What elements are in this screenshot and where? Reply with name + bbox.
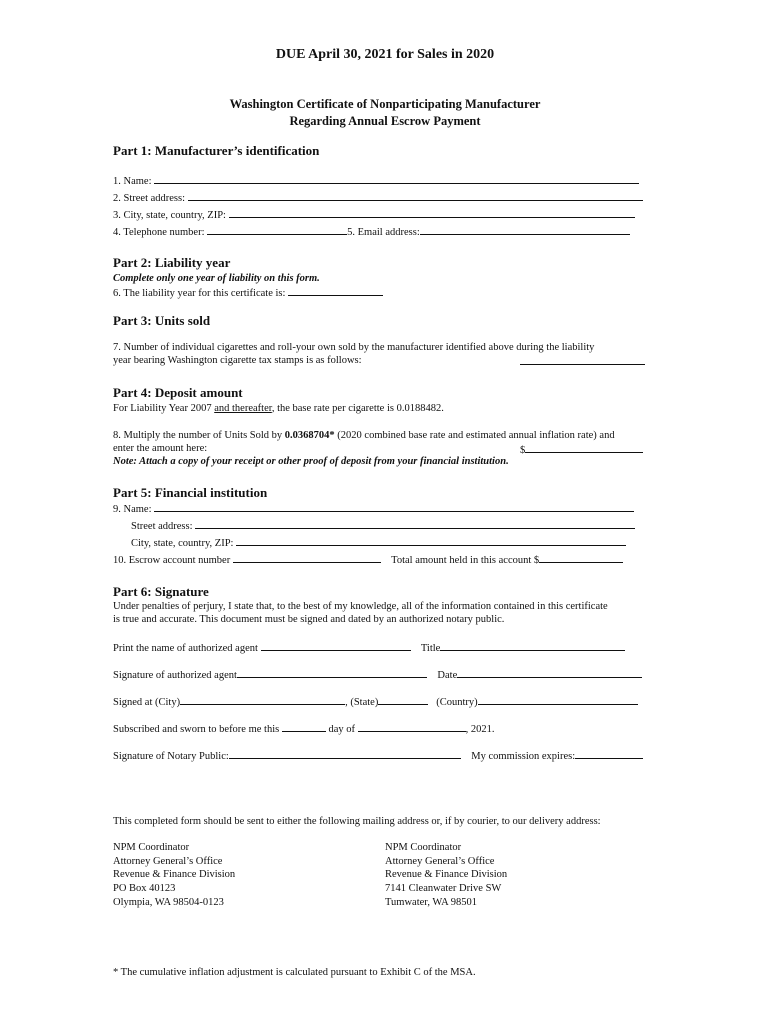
email-field[interactable] — [420, 224, 630, 235]
units-sold-field[interactable] — [520, 354, 645, 365]
notary-row — [113, 748, 643, 764]
part1-heading: Part 1: Manufacturer’s identification — [113, 143, 320, 158]
title-label: Title — [420, 643, 441, 654]
multiply-pre: 8. Multiply the number of Units Sold by — [113, 430, 285, 441]
liability-year-field[interactable] — [288, 285, 383, 296]
sworn-year-label: , 2021. — [465, 724, 495, 735]
form-subtitle: Regarding Annual Escrow Payment — [289, 114, 481, 128]
commission-field[interactable] — [575, 748, 643, 759]
signed-at-row — [113, 694, 638, 710]
manufacturer-street-row — [113, 190, 643, 206]
institution-name-label: 9. Name: — [113, 504, 152, 515]
country-label: (Country) — [436, 697, 478, 708]
mail-address-line: Revenue & Finance Division — [113, 869, 236, 881]
manufacturer-city-row — [113, 207, 635, 223]
base-rate-post: , the base rate per cigarette is 0.0188482. — [271, 403, 444, 414]
total-held-label: Total amount held in this account $ — [391, 555, 540, 566]
email-label: 5. Email address: — [347, 227, 420, 238]
liability-year-row — [113, 285, 383, 301]
notary-signature-field[interactable] — [229, 748, 461, 759]
mail-address-line: Attorney General’s Office — [113, 855, 223, 867]
part4-heading: Part 4: Deposit amount — [113, 385, 243, 400]
institution-city-field[interactable] — [236, 535, 626, 546]
title-field[interactable] — [440, 640, 625, 651]
street-label: 2. Street address: — [113, 193, 186, 204]
phone-label: 4. Telephone number: — [113, 227, 205, 238]
deposit-amount-field[interactable] — [525, 442, 643, 453]
mail-address-line: PO Box 40123 — [113, 882, 176, 894]
day-of-label: day of — [328, 724, 356, 735]
print-name-field[interactable] — [261, 640, 411, 651]
agent-signature-field[interactable] — [237, 667, 427, 678]
delivery-address — [385, 841, 507, 909]
multiply-text-1 — [113, 429, 615, 443]
deposit-note: Note: Attach a copy of your receipt or other proof of deposit from your financial institution. — [113, 456, 509, 467]
form-title: Washington Certificate of Nonparticipating Manufacturer — [229, 97, 541, 111]
institution-street-row — [131, 518, 635, 534]
sworn-row — [113, 721, 495, 737]
sworn-month-field[interactable] — [358, 721, 466, 732]
manufacturer-street-field[interactable] — [188, 190, 643, 201]
delivery-address-line: Revenue & Finance Division — [385, 869, 508, 881]
print-name-row — [113, 640, 625, 656]
manufacturer-city-field[interactable] — [229, 207, 635, 218]
base-rate-text — [113, 402, 444, 416]
institution-name-field[interactable] — [154, 501, 634, 512]
city-label: 3. City, state, country, ZIP: — [113, 210, 226, 221]
delivery-address-line: 7141 Cleanwater Drive SW — [385, 882, 502, 894]
escrow-row — [113, 552, 623, 568]
liability-instruction: Complete only one year of liability on this form. — [113, 273, 320, 284]
state-signed-field[interactable] — [378, 694, 428, 705]
commission-label: My commission expires: — [471, 751, 576, 762]
agent-signature-row — [113, 667, 642, 683]
delivery-address-line: Attorney General’s Office — [385, 855, 495, 867]
manufacturer-name-field[interactable] — [154, 173, 639, 184]
country-signed-field[interactable] — [478, 694, 638, 705]
base-rate-underlined: and thereafter — [214, 403, 272, 414]
date-label: Date — [437, 670, 458, 681]
sworn-day-field[interactable] — [282, 721, 326, 732]
perjury-text-2: is true and accurate. This document must be signed and dated by an authorized notary public. — [113, 614, 505, 625]
escrow-account-field[interactable] — [233, 552, 381, 563]
part2-heading: Part 2: Liability year — [113, 255, 231, 270]
units-sold-text-2: year bearing Washington cigarette tax stamps is as follows: — [113, 355, 362, 366]
signed-at-label: Signed at (City) — [113, 697, 181, 708]
mail-address-line: Olympia, WA 98504-0123 — [113, 896, 224, 908]
dollar-sign: $ — [520, 445, 526, 456]
mailing-instructions: This completed form should be sent to either the following mailing address or, if by courier, to our delivery address: — [113, 816, 601, 827]
institution-city-label: City, state, country, ZIP: — [131, 538, 234, 549]
part3-heading: Part 3: Units sold — [113, 313, 211, 328]
manufacturer-phone-row — [113, 224, 630, 240]
multiply-post: (2020 combined base rate and estimated annual inflation rate) and — [334, 430, 615, 441]
deposit-amount-row — [520, 442, 643, 458]
footnote: * The cumulative inflation adjustment is calculated pursuant to Exhibit C of the MSA. — [113, 967, 476, 978]
institution-street-label: Street address: — [131, 521, 193, 532]
phone-field[interactable] — [207, 224, 347, 235]
total-held-field[interactable] — [539, 552, 623, 563]
institution-city-row — [131, 535, 626, 551]
part5-heading: Part 5: Financial institution — [113, 485, 268, 500]
delivery-address-line: NPM Coordinator — [385, 842, 462, 853]
print-name-label: Print the name of authorized agent — [113, 643, 258, 654]
units-sold-text-1: 7. Number of individual cigarettes and roll-your own sold by the manufacturer identified above during the liability — [113, 342, 595, 353]
mailing-address — [113, 841, 235, 909]
institution-street-field[interactable] — [195, 518, 635, 529]
notary-signature-label: Signature of Notary Public: — [113, 751, 229, 762]
liability-year-label: 6. The liability year for this certificate is: — [113, 288, 286, 299]
date-field[interactable] — [457, 667, 642, 678]
institution-name-row — [113, 501, 634, 517]
combined-rate: 0.0368704* — [284, 430, 335, 441]
escrow-account-label: 10. Escrow account number — [113, 555, 231, 566]
part6-heading: Part 6: Signature — [113, 584, 209, 599]
manufacturer-name-row — [113, 173, 639, 189]
delivery-address-line: Tumwater, WA 98501 — [385, 896, 478, 908]
sworn-label: Subscribed and sworn to before me this — [113, 724, 280, 735]
name-label: 1. Name: — [113, 176, 152, 187]
city-signed-field[interactable] — [180, 694, 345, 705]
perjury-text-1: Under penalties of perjury, I state that, to the best of my knowledge, all of the information contained in this certificate — [113, 601, 608, 612]
mail-address-line: NPM Coordinator — [113, 842, 190, 853]
base-rate-pre: For Liability Year 2007 — [113, 403, 215, 414]
due-date-heading: DUE April 30, 2021 for Sales in 2020 — [275, 47, 495, 62]
agent-signature-label: Signature of authorized agent — [113, 670, 237, 681]
multiply-text-2: enter the amount here: — [113, 443, 208, 454]
state-label: , (State) — [345, 697, 379, 708]
